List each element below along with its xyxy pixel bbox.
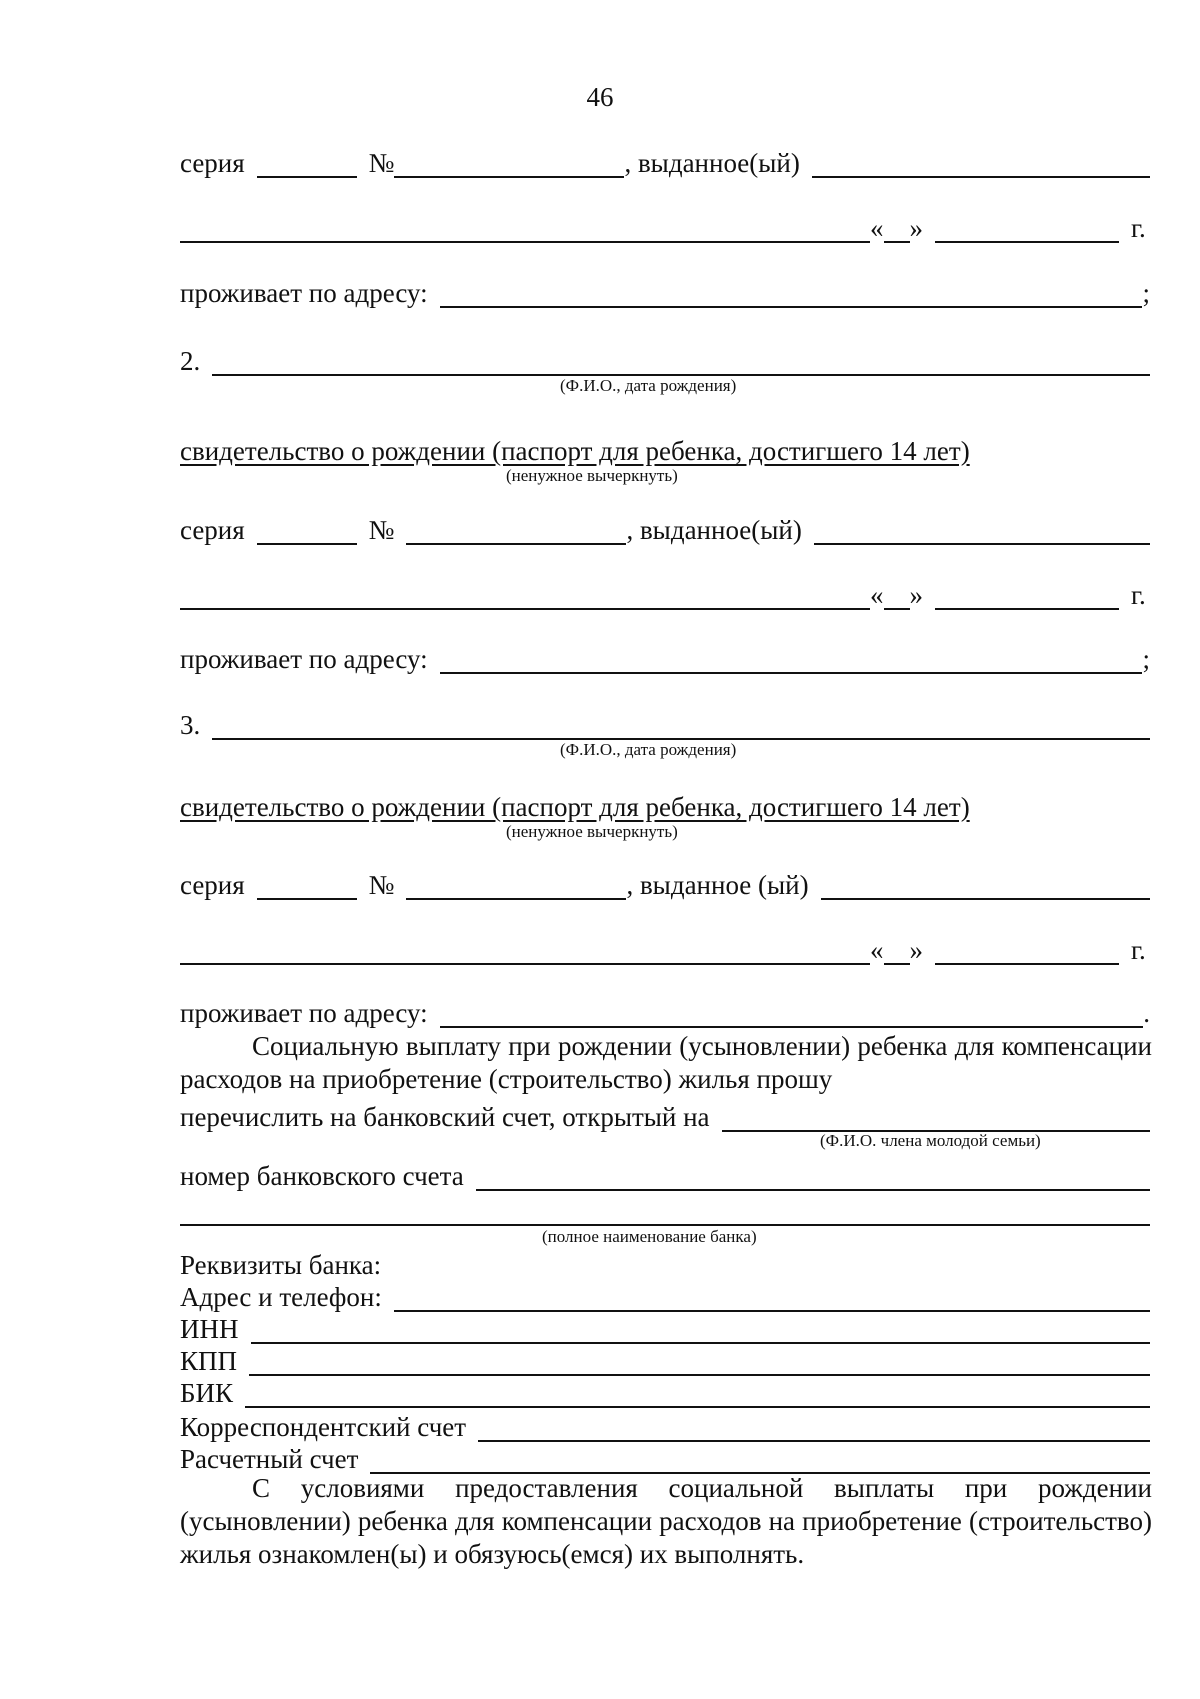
person-3-fio-field[interactable] [212,710,1150,740]
number-label: № [368,515,395,545]
year-label: г. [1131,213,1146,243]
member-field[interactable] [722,1102,1150,1132]
transfer-line [180,1092,1150,1132]
bank-name-line [180,1186,1150,1226]
page-number: 46 [586,82,614,112]
address-field[interactable] [440,998,1144,1028]
fio-caption: (Ф.И.О., дата рождения) [560,740,737,759]
number-field[interactable] [406,870,626,900]
series-field[interactable] [257,870,357,900]
settle-field[interactable] [370,1444,1150,1474]
issued-by-field[interactable] [812,148,1150,178]
quote-open: « [870,580,884,610]
issuer-field[interactable] [180,580,870,610]
payment-text: Социальную выплату при рождении (усыновлении) ребенка для компенсации расходов на приобретение (строительство) жилья прошу [180,1031,1152,1094]
conditions-text: С условиями предоставления социальной выплаты при рождении (усыновлении) ребенка для компенсации расходов на приобретение (строительство) жилья ознакомлен(ы) и обязуюсь(емся) их выполнять. [180,1473,1152,1569]
transfer-label: перечислить на банковский счет, открытый на [180,1102,710,1132]
issuer-field[interactable] [180,213,870,243]
address-label: проживает по адресу: [180,644,428,674]
inn-label: ИНН [180,1314,239,1344]
issued-label: , выданное(ый) [624,148,800,178]
person-number: 2. [180,346,201,376]
address-label: проживает по адресу: [180,998,428,1028]
day-field[interactable] [884,580,910,610]
corr-label: Корреспондентский счет [180,1412,467,1442]
semicolon: ; [1142,278,1150,308]
series-label: серия [180,148,245,178]
issuer-field[interactable] [180,935,870,965]
semicolon: ; [1142,644,1150,674]
issued-date-line-3 [180,925,1150,965]
address-line-2 [180,634,1150,674]
address-field[interactable] [440,644,1143,674]
member-caption: (Ф.И.О. члена молодой семьи) [820,1131,1041,1150]
strike-caption: (ненужное вычеркнуть) [506,822,678,841]
issued-by-field[interactable] [814,515,1150,545]
issued-label: , выданное (ый) [626,870,809,900]
number-field[interactable] [406,515,626,545]
quote-open: « [870,213,884,243]
cert-line-3 [180,782,1150,822]
issued-label: , выданное(ый) [626,515,802,545]
passport-series-line-2 [180,505,1150,545]
day-field[interactable] [884,935,910,965]
person-3-fio-line [180,700,1150,740]
person-number: 3. [180,710,201,740]
number-label: № [368,870,395,900]
address-line-1 [180,268,1150,308]
settle-label: Расчетный счет [180,1444,359,1474]
person-2-fio-field[interactable] [212,346,1150,376]
conditions-paragraph [180,1472,1152,1571]
fio-caption: (Ф.И.О., дата рождения) [560,376,737,395]
settle-line [180,1434,1150,1474]
period: . [1143,998,1150,1028]
person-2-fio-line [180,336,1150,376]
bank-caption: (полное наименование банка) [542,1227,757,1246]
quote-open: « [870,935,884,965]
cert-line-2 [180,426,1150,466]
issued-by-field[interactable] [821,870,1150,900]
number-field[interactable] [394,148,624,178]
cert-label: свидетельство о рождении (паспорт для ребенка, достигшего 14 лет) [180,792,970,822]
passport-series-line-3 [180,860,1150,900]
address-field[interactable] [440,278,1143,308]
account-label: номер банковского счета [180,1161,464,1191]
quote-close: » [909,935,923,965]
series-field[interactable] [257,148,357,178]
issued-date-line-1 [180,203,1150,243]
month-field[interactable] [935,935,1119,965]
address-line-3 [180,988,1150,1028]
bank-title: Реквизиты банка: [180,1250,382,1280]
month-field[interactable] [935,580,1119,610]
account-line [180,1151,1150,1191]
kpp-label: КПП [180,1346,238,1376]
payment-paragraph [180,1030,1152,1096]
passport-series-line-1 [180,138,1150,178]
series-label: серия [180,870,245,900]
issued-date-line-2 [180,570,1150,610]
cert-label: свидетельство о рождении (паспорт для ребенка, достигшего 14 лет) [180,436,970,466]
series-field[interactable] [257,515,357,545]
strike-caption: (ненужное вычеркнуть) [506,466,678,485]
year-label: г. [1131,935,1146,965]
bank-name-field[interactable] [180,1196,1150,1226]
address-label: проживает по адресу: [180,278,428,308]
month-field[interactable] [935,213,1119,243]
quote-close: » [909,213,923,243]
quote-close: » [909,580,923,610]
number-label: № [368,148,395,178]
day-field[interactable] [884,213,910,243]
bank-address-label: Адрес и телефон: [180,1282,382,1312]
series-label: серия [180,515,245,545]
year-label: г. [1131,580,1146,610]
bik-label: БИК [180,1378,234,1408]
